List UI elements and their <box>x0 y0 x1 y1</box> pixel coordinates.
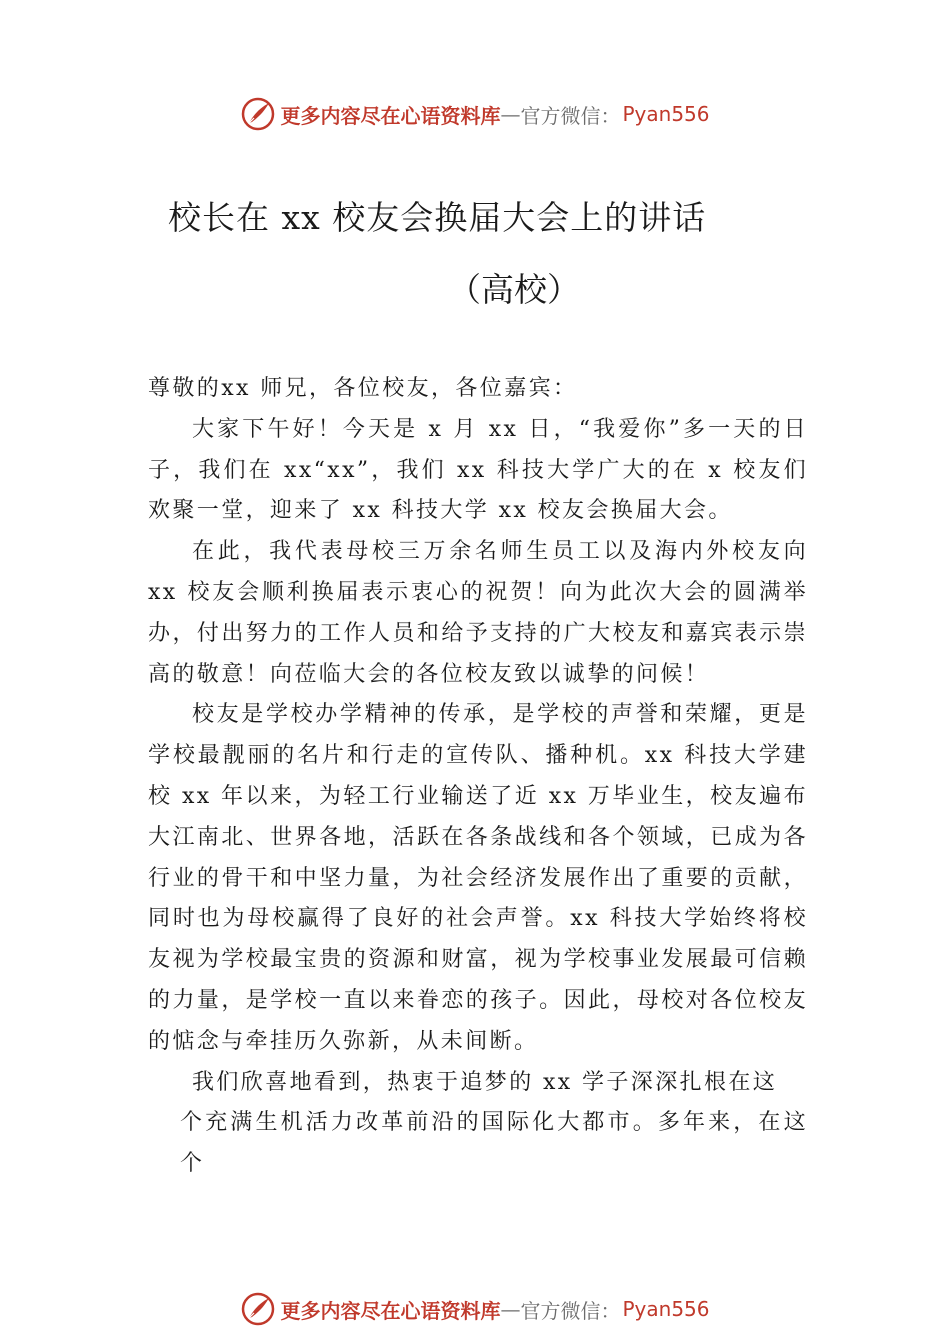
header-watermark <box>0 94 950 134</box>
document-title: 校长在 xx 校友会换届大会上的讲话 <box>168 198 707 237</box>
watermark-label: 官方微信： <box>520 103 621 128</box>
document-subtitle: （高校） <box>448 270 580 309</box>
salutation: 尊敬的xx 师兄，各位校友，各位嘉宾： <box>148 376 578 401</box>
quill-logo-icon <box>240 1291 276 1327</box>
watermark-account: Pyan556 <box>622 102 710 126</box>
watermark-dash: — <box>500 1297 521 1321</box>
quill-logo-icon <box>240 96 276 132</box>
document-body <box>148 369 808 1185</box>
watermark-site-text: 更多内容尽在心语资料库 <box>280 1298 501 1323</box>
paragraph-1: 大家下午好！今天是 x 月 xx 日，“我爱你”多一天的日子，我们在 xx“xx”，我们 xx 科技大学广大的在 x 校友们欢聚一堂，迎来了 xx 科技大学 xx 校友会换届大会。 <box>148 416 808 524</box>
watermark-site-text: 更多内容尽在心语资料库 <box>280 103 501 128</box>
watermark-dash: — <box>500 102 521 126</box>
watermark-label: 官方微信： <box>520 1298 621 1323</box>
paragraph-2: 在此，我代表母校三万余名师生员工以及海内外校友向 xx 校友会顺利换届表示衷心的祝贺！向为此次大会的圆满举办，付出努力的工作人员和给予支持的广大校友和嘉宾表示崇高的敬意！向莅临大会的各位校友致以诚挚的问候！ <box>148 539 808 687</box>
watermark-account: Pyan556 <box>622 1297 710 1321</box>
footer-watermark <box>0 1289 950 1329</box>
paragraph-4: 我们欣喜地看到，热衷于追梦的 xx 学子深深扎根在这 <box>192 1069 778 1095</box>
paragraph-3: 校友是学校办学精神的传承，是学校的声誉和荣耀，更是学校最靓丽的名片和行走的宣传队、播种机。xx 科技大学建校 xx 年以来，为轻工行业输送了近 xx 万毕业生，校友遍布大江南北、世界各地，活跃在各条战线和各个领域，已成为各行业的骨干和中坚力量，为社会经济发展作出了重要的贡献，同时也为母校赢得了良好的社会声誉。xx 科技大学始终将校友视为学校最宝贵的资源和财富，视为学校事业发展最可信赖的力量，是学校一直以来眷恋的孩子。因此，母校对各位校友的惦念与牵挂历久弥新，从未间断。 <box>148 702 808 1054</box>
paragraph-4-continuation: 个充满生机活力改革前沿的国际化大都市。多年来，在这个 <box>180 1110 808 1177</box>
